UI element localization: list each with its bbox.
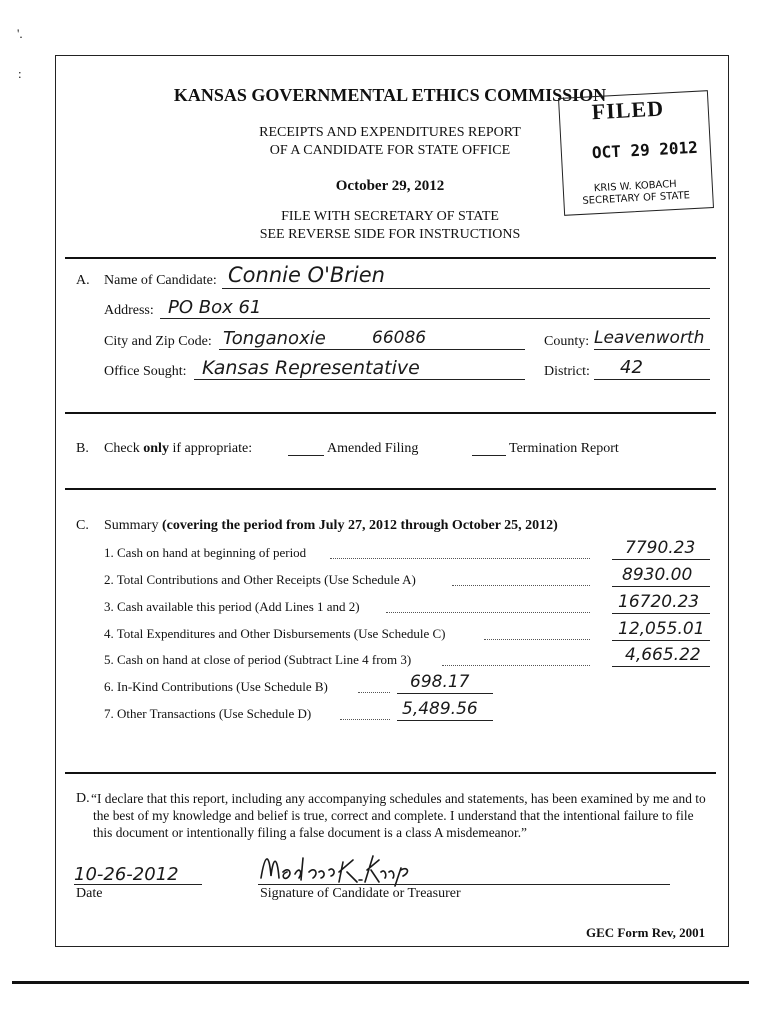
candidate-name-label: Name of Candidate: <box>104 273 217 288</box>
report-title-line1: RECEIPTS AND EXPENDITURES REPORT <box>259 125 521 140</box>
divider <box>65 772 716 774</box>
stamp-date: OCT 29 2012 <box>591 137 699 163</box>
see-reverse-instruction: SEE REVERSE SIDE FOR INSTRUCTIONS <box>259 227 521 242</box>
leader-dots <box>330 548 590 559</box>
leader-dots <box>386 602 590 613</box>
county-value[interactable]: Leavenworth <box>594 328 705 348</box>
county-label: County: <box>544 334 590 349</box>
amount-line <box>612 640 710 641</box>
district-label: District: <box>544 364 590 379</box>
stamp-filed: FILED <box>591 95 665 125</box>
check-instruction-post: if appropriate: <box>168 441 253 456</box>
leader-dots <box>452 575 590 586</box>
margin-mark: '. <box>17 26 23 41</box>
amended-filing-label: Amended Filing <box>327 441 419 456</box>
summary-line-label: 4. Total Expenditures and Other Disbursements (Use Schedule C) <box>104 626 446 641</box>
section-b-marker: B. <box>76 441 89 456</box>
office-sought-value[interactable]: Kansas Representative <box>202 357 420 379</box>
stamp-office: SECRETARY OF STATE <box>582 190 691 207</box>
date-line <box>74 884 202 885</box>
summary-line-value[interactable]: 5,489.56 <box>402 699 478 719</box>
candidate-name-line <box>222 288 710 289</box>
summary-line-value[interactable]: 7790.23 <box>625 538 696 558</box>
summary-line-label: 3. Cash available this period (Add Lines 1 and 2) <box>104 599 360 614</box>
section-d-marker: D. <box>76 791 90 806</box>
check-instruction <box>104 441 252 457</box>
summary-line-label: 2. Total Contributions and Other Receipts (Use Schedule A) <box>104 572 416 587</box>
amount-line <box>612 613 710 614</box>
date-value[interactable]: 10-26-2012 <box>74 864 179 885</box>
report-title-line2: OF A CANDIDATE FOR STATE OFFICE <box>269 143 511 158</box>
address-label: Address: <box>104 303 154 318</box>
signature-mark <box>255 848 425 888</box>
summary-line-label: 1. Cash on hand at beginning of period <box>104 545 307 560</box>
amount-line <box>397 693 493 694</box>
amount-line <box>612 586 710 587</box>
summary-period: (covering the period from July 27, 2012 through October 25, 2012) <box>161 518 558 533</box>
signature-line <box>258 884 670 885</box>
stamp-name: KRIS W. KOBACH <box>593 178 677 195</box>
summary-line-value[interactable]: 698.17 <box>410 672 470 692</box>
signature-label: Signature of Candidate or Treasurer <box>260 886 461 901</box>
amount-line <box>397 720 493 721</box>
leader-dots <box>442 655 590 666</box>
district-value[interactable]: 42 <box>620 357 643 378</box>
summary-heading <box>104 518 558 534</box>
commission-title: KANSAS GOVERNMENTAL ETHICS COMMISSION <box>173 85 607 105</box>
divider <box>65 488 716 490</box>
summary-line-value[interactable]: 8930.00 <box>622 565 693 585</box>
check-instruction-pre: Check <box>104 441 144 456</box>
summary-line-value[interactable]: 16720.23 <box>618 592 700 612</box>
zip-value[interactable]: 66086 <box>372 328 427 348</box>
amended-filing-checkline[interactable] <box>288 455 324 456</box>
filed-stamp <box>558 90 714 216</box>
report-date: October 29, 2012 <box>335 178 445 194</box>
city-value[interactable]: Tonganoxie <box>223 328 326 349</box>
summary-heading-plain: Summary <box>104 518 162 533</box>
termination-checkline[interactable] <box>472 455 506 456</box>
divider <box>65 412 716 414</box>
leader-dots <box>484 629 590 640</box>
city-zip-label: City and Zip Code: <box>104 334 212 349</box>
address-line <box>160 318 710 319</box>
section-c-marker: C. <box>76 518 89 533</box>
city-zip-line <box>219 349 525 350</box>
address-value[interactable]: PO Box 61 <box>168 297 262 318</box>
summary-line-value[interactable]: 12,055.01 <box>618 619 705 639</box>
leader-dots <box>358 682 390 693</box>
summary-line-label: 5. Cash on hand at close of period (Subtract Line 4 from 3) <box>104 652 412 667</box>
termination-label: Termination Report <box>509 441 619 456</box>
summary-line-value[interactable]: 4,665.22 <box>625 645 701 665</box>
declaration-text: “I declare that this report, including any accompanying schedules and statements, has been examined by me and to the best of my knowledge and belief is true, correct and complete. I understand that the intentional failure to file this document or intentionally filing a false document is a class A misdemeanor.” <box>91 791 706 840</box>
page-bottom-rule <box>12 981 749 984</box>
office-sought-label: Office Sought: <box>104 364 187 379</box>
summary-line-label: 6. In-Kind Contributions (Use Schedule B) <box>104 679 328 694</box>
amount-line <box>612 559 710 560</box>
section-a-marker: A. <box>76 273 90 288</box>
district-line <box>594 379 710 380</box>
summary-line-label: 7. Other Transactions (Use Schedule D) <box>104 706 312 721</box>
candidate-name-value[interactable]: Connie O'Brien <box>228 263 385 287</box>
county-line <box>594 349 710 350</box>
divider <box>65 257 716 259</box>
amount-line <box>612 666 710 667</box>
office-sought-line <box>194 379 525 380</box>
form-revision: GEC Form Rev, 2001 <box>586 925 706 940</box>
file-with-instruction: FILE WITH SECRETARY OF STATE <box>281 209 499 224</box>
date-label: Date <box>76 886 103 901</box>
margin-mark: : <box>18 66 22 81</box>
leader-dots <box>340 709 390 720</box>
check-instruction-bold: only <box>143 441 169 456</box>
